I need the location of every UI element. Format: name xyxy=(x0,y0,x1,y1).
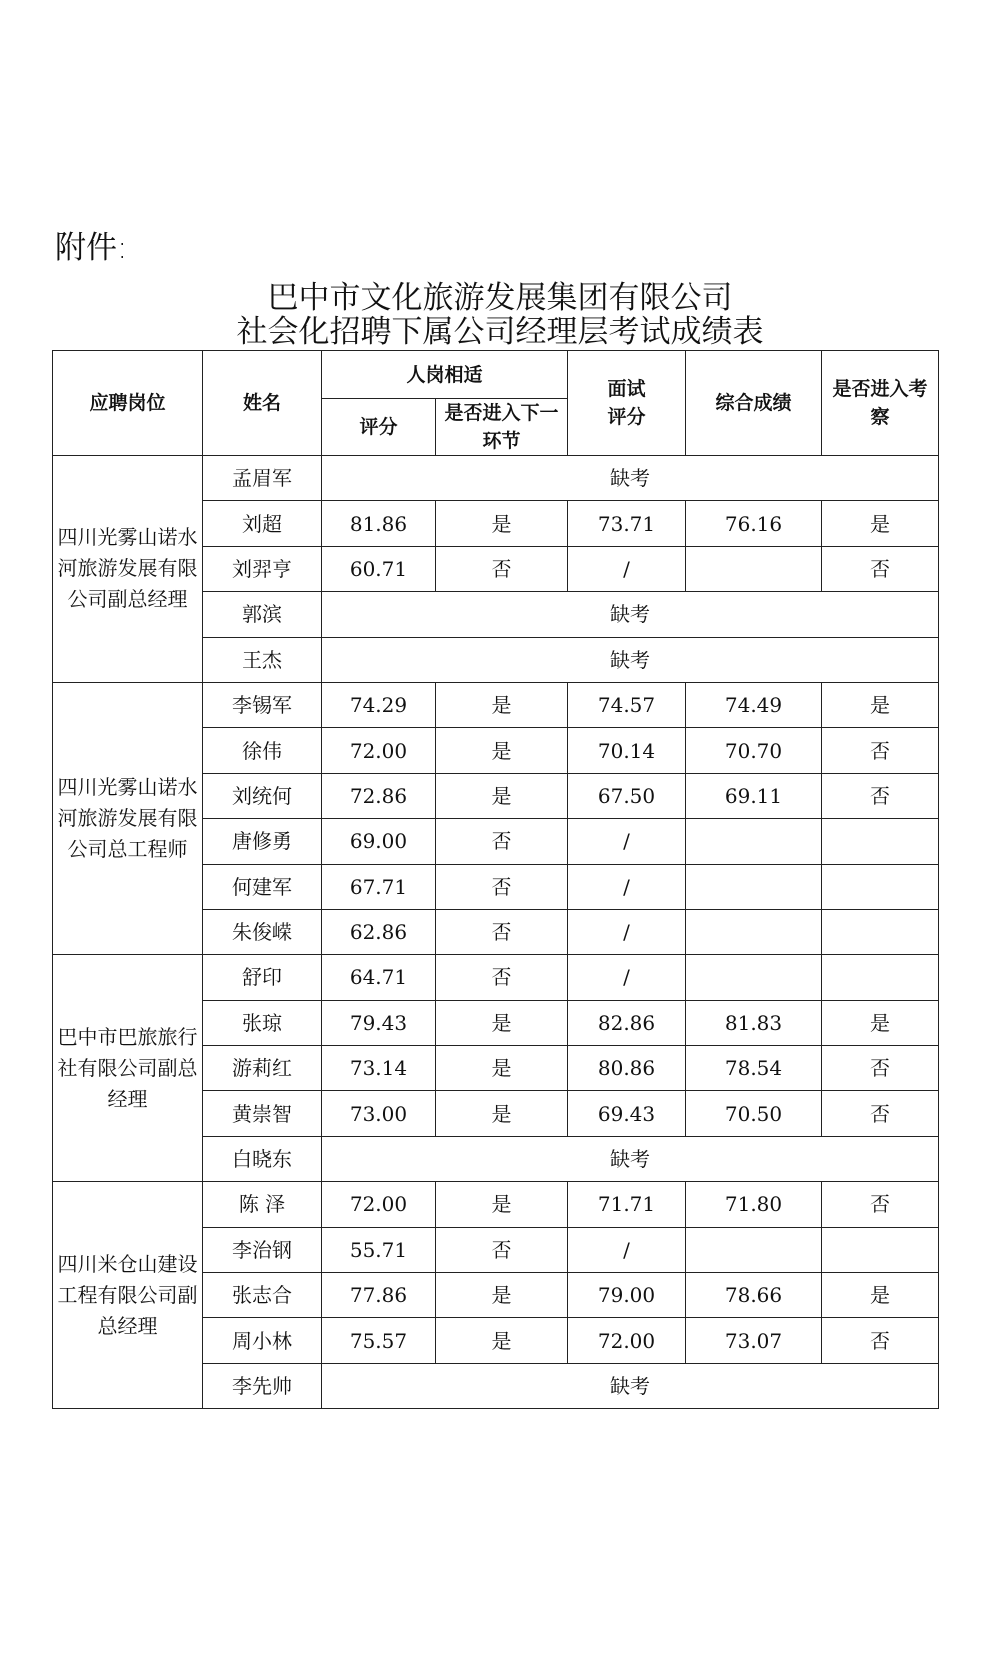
fit-next-cell: 否 xyxy=(436,909,568,954)
fit-score-cell: 69.00 xyxy=(322,819,436,864)
interview-score-cell: 67.50 xyxy=(568,773,686,818)
fit-next-cell: 否 xyxy=(436,955,568,1000)
total-score-cell: 73.07 xyxy=(686,1318,822,1363)
header-inspection: 是否进入考察 xyxy=(822,351,939,456)
inspection-cell xyxy=(822,819,939,864)
name-cell: 游莉红 xyxy=(203,1046,322,1091)
fit-score-cell: 73.00 xyxy=(322,1091,436,1136)
interview-score-cell: 74.57 xyxy=(568,682,686,727)
name-cell: 张志合 xyxy=(203,1273,322,1318)
name-cell: 何建军 xyxy=(203,864,322,909)
total-score-cell: 78.66 xyxy=(686,1273,822,1318)
name-cell: 陈 泽 xyxy=(203,1182,322,1227)
total-score-cell xyxy=(686,864,822,909)
total-score-cell: 81.83 xyxy=(686,1000,822,1045)
document-title-line1: 巴中市文化旅游发展集团有限公司 xyxy=(267,280,733,316)
attachment-label: 附件: xyxy=(55,230,128,266)
inspection-cell: 否 xyxy=(822,1091,939,1136)
position-cell: 四川米仓山建设工程有限公司副总经理 xyxy=(53,1182,203,1409)
fit-next-cell: 是 xyxy=(436,501,568,546)
total-score-cell xyxy=(686,819,822,864)
header-row-1 xyxy=(53,351,939,399)
total-score-cell: 74.49 xyxy=(686,682,822,727)
name-cell: 孟眉军 xyxy=(203,456,322,501)
interview-score-cell: / xyxy=(568,909,686,954)
inspection-cell xyxy=(822,864,939,909)
interview-score-cell: / xyxy=(568,955,686,1000)
fit-next-cell: 否 xyxy=(436,819,568,864)
inspection-cell xyxy=(822,1227,939,1272)
fit-next-cell: 是 xyxy=(436,682,568,727)
fit-next-cell: 是 xyxy=(436,1046,568,1091)
fit-score-cell: 55.71 xyxy=(322,1227,436,1272)
fit-score-cell: 62.86 xyxy=(322,909,436,954)
interview-score-cell: 71.71 xyxy=(568,1182,686,1227)
fit-score-cell: 75.57 xyxy=(322,1318,436,1363)
interview-score-cell: / xyxy=(568,864,686,909)
header-total-score: 综合成绩 xyxy=(686,351,822,456)
inspection-cell: 是 xyxy=(822,1000,939,1045)
fit-score-cell: 74.29 xyxy=(322,682,436,727)
interview-score-cell: 79.00 xyxy=(568,1273,686,1318)
total-score-cell: 69.11 xyxy=(686,773,822,818)
total-score-cell: 70.50 xyxy=(686,1091,822,1136)
score-table-body xyxy=(53,456,939,1409)
header-name: 姓名 xyxy=(203,351,322,456)
fit-next-cell: 是 xyxy=(436,1000,568,1045)
header-position: 应聘岗位 xyxy=(53,351,203,456)
interview-score-cell: 80.86 xyxy=(568,1046,686,1091)
name-cell: 黄崇智 xyxy=(203,1091,322,1136)
inspection-cell xyxy=(822,909,939,954)
inspection-cell: 是 xyxy=(822,501,939,546)
inspection-cell: 是 xyxy=(822,1273,939,1318)
name-cell: 王杰 xyxy=(203,637,322,682)
total-score-cell: 76.16 xyxy=(686,501,822,546)
total-score-cell xyxy=(686,546,822,591)
absent-cell: 缺考 xyxy=(322,1363,939,1408)
total-score-cell: 78.54 xyxy=(686,1046,822,1091)
score-table xyxy=(52,350,939,1409)
interview-score-cell: / xyxy=(568,819,686,864)
inspection-cell xyxy=(822,955,939,1000)
fit-next-cell: 否 xyxy=(436,1227,568,1272)
table-row xyxy=(53,955,939,1000)
name-cell: 郭滨 xyxy=(203,592,322,637)
absent-cell: 缺考 xyxy=(322,592,939,637)
absent-cell: 缺考 xyxy=(322,637,939,682)
fit-score-cell: 72.00 xyxy=(322,1182,436,1227)
fit-next-cell: 是 xyxy=(436,1273,568,1318)
name-cell: 朱俊嵘 xyxy=(203,909,322,954)
inspection-cell: 否 xyxy=(822,1046,939,1091)
fit-score-cell: 64.71 xyxy=(322,955,436,1000)
interview-score-cell: / xyxy=(568,546,686,591)
absent-cell: 缺考 xyxy=(322,456,939,501)
fit-score-cell: 67.71 xyxy=(322,864,436,909)
name-cell: 舒印 xyxy=(203,955,322,1000)
fit-score-cell: 81.86 xyxy=(322,501,436,546)
total-score-cell xyxy=(686,955,822,1000)
interview-score-cell: 69.43 xyxy=(568,1091,686,1136)
interview-score-cell: 73.71 xyxy=(568,501,686,546)
position-cell: 四川光雾山诺水河旅游发展有限公司总工程师 xyxy=(53,682,203,954)
header-fit-next: 是否进入下一环节 xyxy=(436,399,568,456)
name-cell: 唐修勇 xyxy=(203,819,322,864)
document-title-line2: 社会化招聘下属公司经理层考试成绩表 xyxy=(236,314,764,350)
total-score-cell xyxy=(686,1227,822,1272)
header-fit-group: 人岗相适 xyxy=(322,351,568,399)
fit-score-cell: 73.14 xyxy=(322,1046,436,1091)
position-cell: 巴中市巴旅旅行社有限公司副总经理 xyxy=(53,955,203,1182)
inspection-cell: 是 xyxy=(822,682,939,727)
interview-score-cell: 70.14 xyxy=(568,728,686,773)
inspection-cell: 否 xyxy=(822,1182,939,1227)
name-cell: 李先帅 xyxy=(203,1363,322,1408)
interview-score-cell: / xyxy=(568,1227,686,1272)
inspection-cell: 否 xyxy=(822,728,939,773)
fit-next-cell: 是 xyxy=(436,773,568,818)
name-cell: 刘超 xyxy=(203,501,322,546)
name-cell: 李治钢 xyxy=(203,1227,322,1272)
interview-score-cell: 72.00 xyxy=(568,1318,686,1363)
table-row xyxy=(53,682,939,727)
interview-score-cell: 82.86 xyxy=(568,1000,686,1045)
fit-score-cell: 79.43 xyxy=(322,1000,436,1045)
fit-next-cell: 否 xyxy=(436,864,568,909)
name-cell: 白晓东 xyxy=(203,1136,322,1181)
position-cell: 四川光雾山诺水河旅游发展有限公司副总经理 xyxy=(53,456,203,683)
fit-next-cell: 是 xyxy=(436,1182,568,1227)
name-cell: 刘羿亨 xyxy=(203,546,322,591)
total-score-cell: 71.80 xyxy=(686,1182,822,1227)
name-cell: 刘统何 xyxy=(203,773,322,818)
name-cell: 李锡军 xyxy=(203,682,322,727)
fit-score-cell: 72.00 xyxy=(322,728,436,773)
inspection-cell: 否 xyxy=(822,546,939,591)
header-fit-score: 评分 xyxy=(322,399,436,456)
name-cell: 周小林 xyxy=(203,1318,322,1363)
absent-cell: 缺考 xyxy=(322,1136,939,1181)
table-row xyxy=(53,456,939,501)
fit-score-cell: 72.86 xyxy=(322,773,436,818)
fit-next-cell: 是 xyxy=(436,1318,568,1363)
inspection-cell: 否 xyxy=(822,1318,939,1363)
total-score-cell: 70.70 xyxy=(686,728,822,773)
header-interview-score: 面试评分 xyxy=(568,351,686,456)
total-score-cell xyxy=(686,909,822,954)
fit-score-cell: 77.86 xyxy=(322,1273,436,1318)
fit-next-cell: 否 xyxy=(436,546,568,591)
fit-next-cell: 是 xyxy=(436,728,568,773)
fit-score-cell: 60.71 xyxy=(322,546,436,591)
fit-next-cell: 是 xyxy=(436,1091,568,1136)
name-cell: 徐伟 xyxy=(203,728,322,773)
inspection-cell: 否 xyxy=(822,773,939,818)
table-row xyxy=(53,1182,939,1227)
name-cell: 张琼 xyxy=(203,1000,322,1045)
